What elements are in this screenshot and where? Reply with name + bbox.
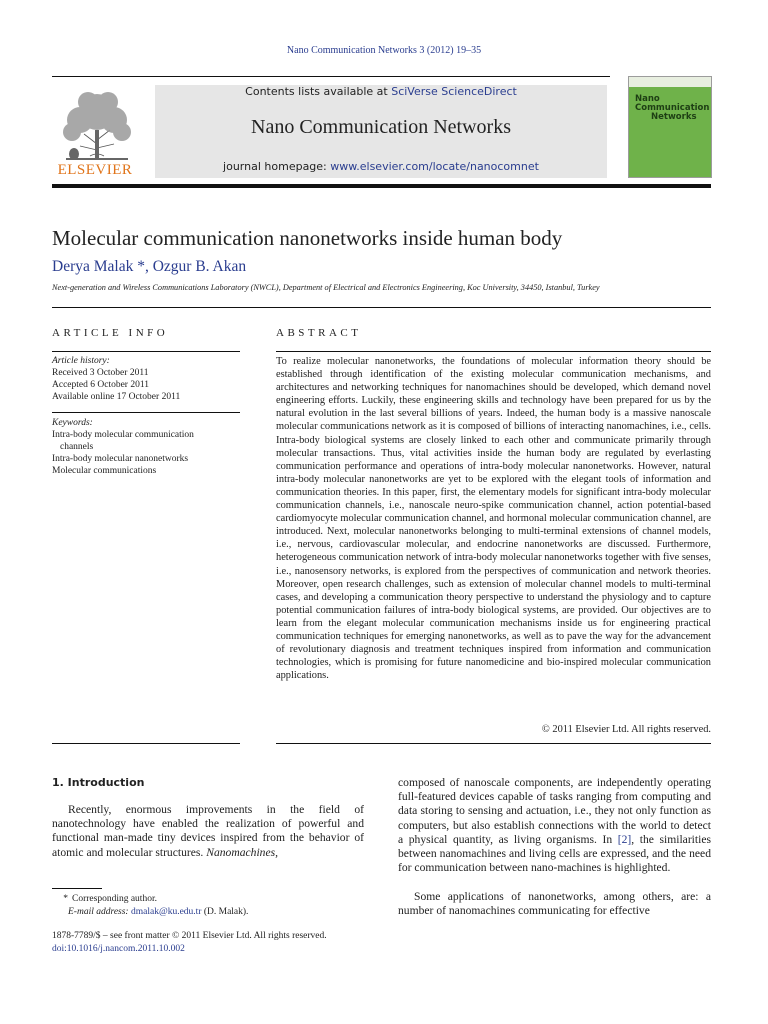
article-info-heading: ARTICLE INFO xyxy=(52,327,169,339)
affiliation: Next-generation and Wireless Communications Laboratory (NWCL), Department of Electrical and Electronics Engineering, Koc University, 34450, Istanbul, Turkey xyxy=(52,283,600,292)
contents-line: Contents lists available at SciVerse ScienceDirect xyxy=(245,85,517,98)
copyright-line: © 2011 Elsevier Ltd. All rights reserved. xyxy=(541,724,711,735)
footnote-rule xyxy=(52,888,102,889)
divider xyxy=(52,412,240,413)
author-list[interactable]: Derya Malak *, Ozgur B. Akan xyxy=(52,258,247,275)
citation-link[interactable]: [2] xyxy=(617,832,632,846)
journal-homepage-link[interactable]: www.elsevier.com/locate/nanocomnet xyxy=(330,160,539,173)
journal-cover-thumbnail[interactable] xyxy=(628,76,712,178)
cover-title: Nano Communication Networks xyxy=(635,94,710,122)
footnote: * Corresponding author. E-mail address: dmalak@ku.edu.tr (D. Malak). xyxy=(63,894,249,917)
divider xyxy=(276,351,711,352)
right-column-paragraph: composed of nanoscale components, are independently operating full-featured devices capable of tasks ranging from computing and data storing to sensing and actuation, i.e., they not only function as computers, but also establish connections with the world to detect a physical quantity, as living organisms. In [2], the similarities between nanomachines and living cells are expressed, and the need for communication between nano-machines is highlighted. xyxy=(398,776,711,875)
header-rule-top xyxy=(52,76,610,77)
front-matter xyxy=(52,930,327,955)
running-head[interactable]: Nano Communication Networks 3 (2012) 19–35 xyxy=(286,45,482,56)
keywords: Keywords: Intra-body molecular communication channels Intra-body molecular nanonetworks Molecular communications xyxy=(52,418,194,476)
sciencedirect-link[interactable]: SciVerse ScienceDirect xyxy=(391,85,517,98)
abstract-heading: ABSTRACT xyxy=(276,327,362,339)
elsevier-wordmark: ELSEVIER xyxy=(57,162,133,178)
doi-link[interactable]: doi:10.1016/j.nancom.2011.10.002 xyxy=(52,943,185,954)
right-column-paragraph-2: Some applications of nanonetworks, among others, are: a number of nanomachines communicating for effective xyxy=(398,890,711,918)
divider xyxy=(52,743,240,744)
journal-title: Nano Communication Networks xyxy=(251,116,511,138)
intro-paragraph: Recently, enormous improvements in the field of nanotechnology have enabled the realization of powerful and functional man-made tiny devices inspired from the behavior of atomic and molecular structures. Nanomachines, xyxy=(52,803,364,859)
cover-top-strip xyxy=(629,77,711,87)
divider xyxy=(276,743,711,744)
section-heading-introduction: 1. Introduction xyxy=(52,776,145,789)
author-email-link[interactable]: dmalak@ku.edu.tr xyxy=(130,907,202,917)
issn-line: 1878-7789/$ – see front matter © 2011 Elsevier Ltd. All rights reserved. xyxy=(52,931,327,941)
abstract-text: To realize molecular nanonetworks, the foundations of molecular information theory should be established through identification of the existing molecular communication mechanisms, and architectures and networking techniques for nanomachines should be developed, which demand novel engineering efforts. Luckily, these engineering skills and technology have been prepared for us by the natural evolution in the last several billions of years. Indeed, the human body is a massive nanoscale molecular communications network as it is composed of billions of interacting nanomachines, i.e., cells. Intra-body biological systems are closely linked to each other and communicate primarily through molecular transactions. Thus, vital activities inside the human body are regulated by everlasting communication performance and operations of intra-body molecular nanonetworks. However, natural intra-body molecular nanonetworks are yet to be explored with the elegant tools of information and communication theories. In this paper, first, the elementary models for significant intra-body molecular communication channels, i.e., nanoscale neuro-spike communication channel, action potential-based cardiomyocyte molecular communication channel, and hormonal molecular communication channel, are introduced. Next, molecular nanonetworks belonging to multi-terminal extensions of channel models, i.e., nervous, cardiovascular molecular, and endocrine nanonetworks are discussed. Furthermore, heterogeneous communication network of intra-body molecular nanonetworks together with five senses, i.e., nanosensory networks, is explored from the perspectives of communication and network theories. Moreover, open research challenges, such as extension of molecular channel models to multi-terminal cases, and developing a communication theory perspective to understand the physiology and to capture potential communication failures of intra-body biological systems, are provided. Our objectives are to learn from the elegant molecular communication mechanisms inside us for engineering practical communication techniques for emerging nanonetworks, as well as to pave the way for the advancement of revolutionary diagnosis and treatment techniques inspired from information and communication technologies, which is promising for future nanomedicine and bio-inspired molecular communication applications. xyxy=(276,356,711,682)
journal-homepage-line: journal homepage: www.elsevier.com/locate/nanocomnet xyxy=(223,160,539,173)
paper-title: Molecular communication nanonetworks inside human body xyxy=(52,226,563,250)
divider xyxy=(52,307,711,308)
header-rule-bottom xyxy=(52,184,711,188)
article-history: Article history: Received 3 October 2011 Accepted 6 October 2011 Available online 17 October 2011 xyxy=(52,356,181,402)
divider xyxy=(52,351,240,352)
